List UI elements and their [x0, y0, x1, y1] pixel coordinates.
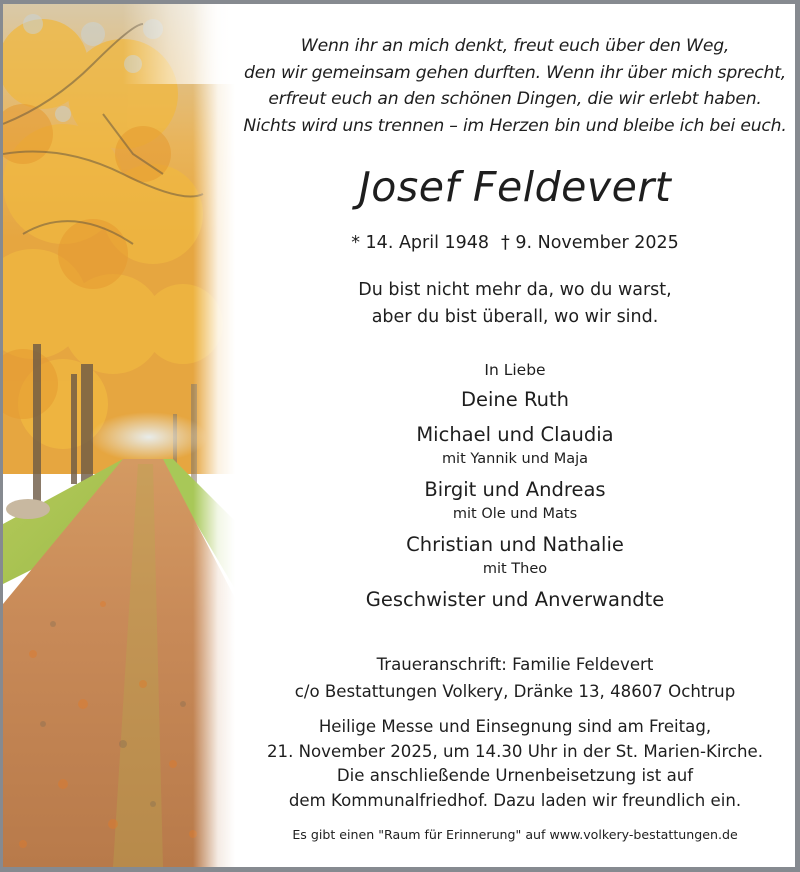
verse-line: den wir gemeinsam gehen durften. Wenn ihr über mich sprecht, [243, 62, 787, 83]
quote-line: Du bist nicht mehr da, wo du warst, [358, 280, 672, 300]
service-details [235, 715, 795, 813]
deceased-name: Josef Feldevert [358, 163, 672, 211]
mourner-sub: mit Yannik und Maja [441, 451, 589, 467]
memorial-website-note: Es gibt einen "Raum für Erinnerung" auf www.volkery-bestattungen.de [292, 827, 738, 842]
death-date: † 9. November 2025 [501, 233, 679, 253]
mourners-intro: In Liebe [484, 361, 546, 379]
verse-line: Nichts wird uns trennen – im Herzen bin und bleibe ich bei euch. [243, 115, 787, 136]
service-line: 21. November 2025, um 14.30 Uhr in der St. Marien-Kirche. [266, 741, 764, 761]
mourner-main: Geschwister und Anverwandte [365, 588, 665, 611]
verse-line: erfreut euch an den schönen Dingen, die wir erlebt haben. [268, 89, 762, 109]
service-line: Heilige Messe und Einsegnung sind am Freitag, [318, 717, 712, 736]
opening-verse [235, 33, 795, 139]
mourner-sub: mit Theo [482, 561, 548, 577]
quote-line: aber du bist überall, wo wir sind. [371, 306, 659, 327]
mourning-address [235, 652, 795, 705]
life-dates [235, 230, 795, 256]
memorial-quote [235, 277, 795, 330]
address-line: c/o Bestattungen Volkery, Dränke 13, 48607 Ochtrup [294, 681, 736, 701]
photo-fade-top [123, 4, 238, 84]
mourner-main: Michael und Claudia [416, 423, 614, 446]
birth-date: * 14. April 1948 [351, 233, 490, 253]
mourners-list [235, 358, 795, 614]
service-line: Die anschließende Urnenbeisetzung ist auf [336, 766, 694, 785]
verse-line: Wenn ihr an mich denkt, freut euch über den Weg, [300, 36, 730, 56]
autumn-path-photo [3, 4, 238, 867]
mourner-sub: mit Ole und Mats [452, 506, 578, 522]
service-line: dem Kommunalfriedhof. Dazu laden wir freundlich ein. [288, 790, 742, 810]
obituary-notice [3, 4, 795, 867]
mourner-main: Birgit und Andreas [424, 478, 606, 501]
mourner-main: Deine Ruth [460, 388, 570, 411]
mourner-main: Christian und Nathalie [406, 533, 624, 556]
photo-fade-overlay [3, 4, 238, 867]
address-line: Traueranschrift: Familie Feldevert [376, 655, 654, 674]
